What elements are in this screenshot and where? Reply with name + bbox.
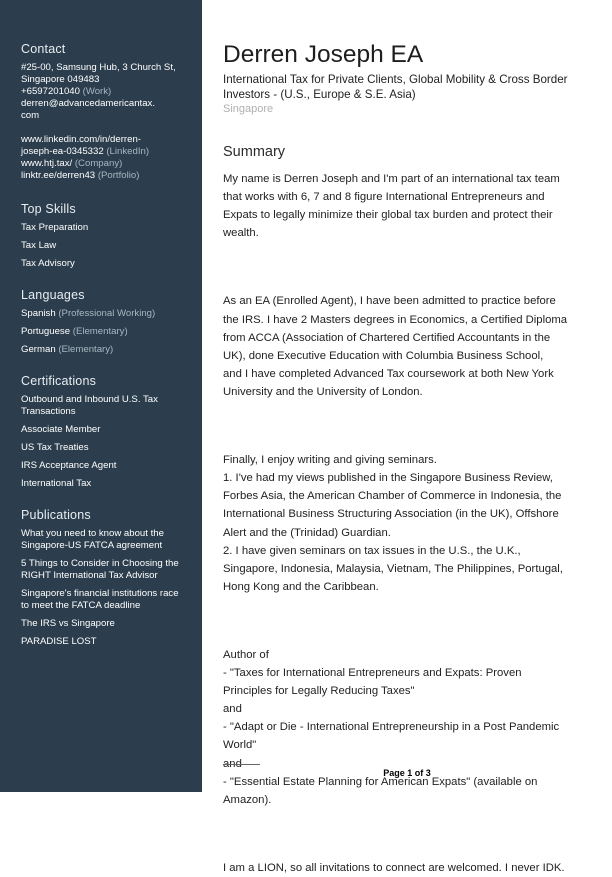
summary-line: 1. I've had my views published in the Singapore Business Review, <box>223 472 553 485</box>
summary-line: and <box>223 703 242 716</box>
summary-line: Author of <box>223 648 269 661</box>
certification-item: International Tax <box>21 478 92 489</box>
summary-line: wealth. <box>223 227 259 240</box>
address-line-2: Singapore 049483 <box>21 74 100 85</box>
summary-line: and I have completed Advanced Tax coursework at both New York <box>223 367 554 380</box>
summary-line: Singapore, Indonesia, Malaysia, Vietnam, The Philippines, Portugal, <box>223 562 563 575</box>
summary-line: I am a LION, so all invitations to connect are welcomed. I never IDK. <box>223 861 565 874</box>
publication-line: What you need to know about the <box>21 528 164 539</box>
summary-title: Summary <box>223 144 286 160</box>
summary-spacer <box>223 825 595 843</box>
publication-line: to meet the FATCA deadline <box>21 600 141 611</box>
contact-title: Contact <box>21 42 66 56</box>
headline-line-1: International Tax for Private Clients, Global Mobility & Cross Border <box>223 73 568 86</box>
certification-line: Transactions <box>21 406 76 417</box>
certification-item: IRS Acceptance Agent <box>21 460 117 471</box>
language-level: (Elementary) <box>72 326 128 337</box>
publications-title: Publications <box>21 508 91 522</box>
summary-line: UK), done Executive Education with Columbia Business School, <box>223 349 544 362</box>
phone-number: +6597201040 <box>21 86 80 97</box>
address-line-1: #25-00, Samsung Hub, 3 Church St, <box>21 62 176 73</box>
publication-item <box>21 588 196 612</box>
summary-line: - "Taxes for International Entrepreneurs and Expats: Proven <box>223 667 522 680</box>
location: Singapore <box>223 103 274 115</box>
certifications-title: Certifications <box>21 374 97 388</box>
phone <box>21 86 196 98</box>
portfolio-link[interactable] <box>21 170 196 182</box>
skill-item: Tax Advisory <box>21 258 75 269</box>
summary-line: Amazon). <box>223 793 272 806</box>
languages-title: Languages <box>21 288 85 302</box>
summary-line: My name is Derren Joseph and I'm part of an international tax team <box>223 173 560 185</box>
publication-item: PARADISE LOST <box>21 636 97 647</box>
email-line-2[interactable]: com <box>21 110 40 121</box>
certification-item <box>21 394 196 418</box>
summary-line: and <box>223 757 242 770</box>
top-skills-title: Top Skills <box>21 202 76 216</box>
page-number: Page 1 of 3 <box>383 768 431 778</box>
certification-item: US Tax Treaties <box>21 442 89 453</box>
publication-line: Singapore-US FATCA agreement <box>21 540 163 551</box>
summary-line: University and the University of London. <box>223 385 423 398</box>
summary-line: World" <box>223 739 257 752</box>
language-level: (Professional Working) <box>58 308 156 319</box>
language-name: German <box>21 344 56 355</box>
summary-line: Alert and the (Trinidad) Guardian. <box>223 526 391 539</box>
summary-line: - "Essential Estate Planning for American Expats" (available on <box>223 775 538 788</box>
summary-line: Finally, I enjoy writing and giving seminars. <box>223 454 437 467</box>
headline-line-2: Investors - (U.S., Europe & S.E. Asia) <box>223 88 416 101</box>
linkedin-link-type: (LinkedIn) <box>106 146 150 157</box>
certification-item: Associate Member <box>21 424 101 435</box>
language-item <box>21 326 196 338</box>
publication-line: 5 Things to Consider in Choosing the <box>21 558 179 569</box>
skill-item: Tax Law <box>21 240 57 251</box>
publication-line: RIGHT International Tax Advisor <box>21 570 158 581</box>
language-name: Portuguese <box>21 326 71 337</box>
sidebar <box>0 0 202 792</box>
certification-line: Outbound and Inbound U.S. Tax <box>21 394 158 405</box>
phone-type: (Work) <box>82 86 112 97</box>
certifications-section <box>21 374 196 490</box>
summary-line: International Business Structuring Association (in the UK), Offshore <box>223 508 559 521</box>
summary-line: 2. I have given seminars on tax issues in the U.S., the U.K., <box>223 544 521 557</box>
summary-line: Expats to legally minimize their global tax burden and protect their <box>223 209 553 222</box>
summary-line: Hong Kong and the Caribbean. <box>223 580 379 593</box>
skill-item: Tax Preparation <box>21 222 89 233</box>
language-item <box>21 344 196 356</box>
summary-line: Principles for Legally Reducing Taxes" <box>223 685 415 698</box>
publication-item <box>21 528 196 552</box>
summary-line: Forbes Asia, the American Chamber of Commerce in Indonesia, the <box>223 490 562 503</box>
company-link-url[interactable]: www.htj.tax/ <box>21 158 73 169</box>
publication-item <box>21 558 196 582</box>
company-link-type: (Company) <box>74 158 123 169</box>
footer <box>202 0 612 792</box>
summary-line: - "Adapt or Die - International Entrepreneurship in a Post Pandemic <box>223 721 560 734</box>
summary-line: the IRS. I have 2 Masters degrees in Economics, a Certified Diploma <box>223 313 568 326</box>
linkedin-link-line-2[interactable]: joseph-ea-0345332 <box>21 146 104 157</box>
linkedin-link-line-1[interactable]: www.linkedin.com/in/derren- <box>21 134 141 145</box>
language-name: Spanish <box>21 308 56 319</box>
top-skills-section <box>21 202 196 270</box>
publications-section <box>21 508 196 648</box>
email-line-1[interactable]: derren@advancedamericantax. <box>21 98 155 109</box>
summary-line: that works with 6, 7 and 8 figure International Entrepreneurs and <box>223 191 545 204</box>
linkedin-link[interactable] <box>21 146 196 158</box>
summary-line: from ACCA (Association of Chartered Certified Accountants in the <box>223 331 551 344</box>
company-link[interactable] <box>21 158 196 170</box>
language-level: (Elementary) <box>58 344 114 355</box>
portfolio-link-url[interactable]: linktr.ee/derren43 <box>21 170 96 181</box>
language-item <box>21 308 196 320</box>
languages-section <box>21 288 196 356</box>
profile-name: Derren Joseph EA <box>223 41 424 68</box>
publication-line: Singapore's financial institutions race <box>21 588 179 599</box>
publication-item: The IRS vs Singapore <box>21 618 115 629</box>
contact-section <box>21 42 196 182</box>
summary-line: As an EA (Enrolled Agent), I have been admitted to practice before <box>223 295 556 308</box>
portfolio-link-type: (Portfolio) <box>97 170 140 181</box>
